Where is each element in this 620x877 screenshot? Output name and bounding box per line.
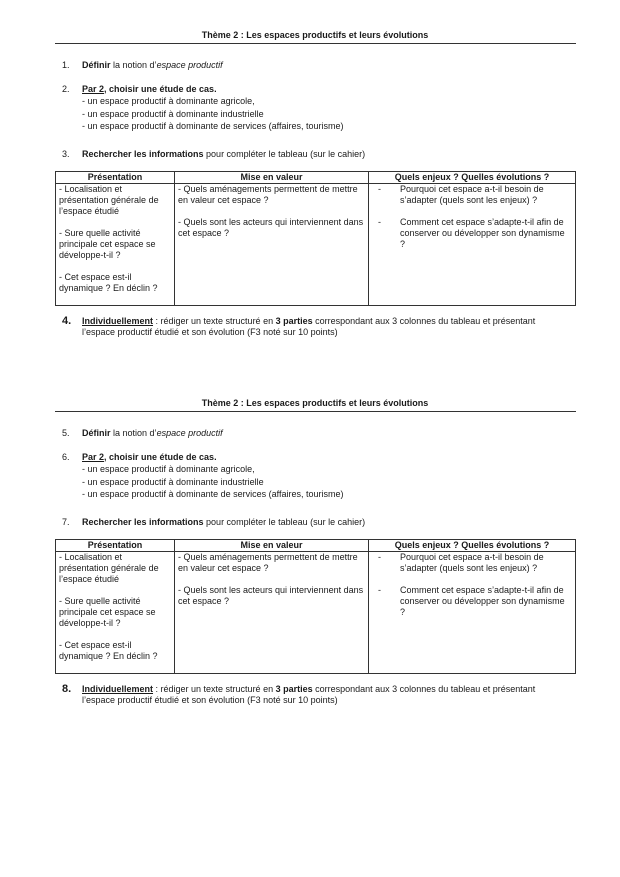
table-text: - Localisation et présentation générale de l’espace étudié (59, 552, 159, 584)
table-text: - Quels aménagements permettent de mettre en valeur cet espace ? (178, 184, 358, 205)
enjeux-cell (369, 184, 576, 306)
presentation-cell (56, 184, 175, 306)
presentation-cell (56, 552, 175, 674)
column-header: Mise en valeur (175, 172, 369, 184)
instruction-4: 4. Individuellement : rédiger un texte structuré en 3 parties correspondant aux 3 colonnes du tableau et présentant l’espace productif étudié et son évolution (F3 noté sur 10 points) (62, 315, 536, 337)
title-divider (55, 411, 576, 412)
worksheet-1 (0, 0, 620, 380)
study-table (55, 171, 576, 306)
worksheet-2 (0, 368, 620, 748)
list-item: - Comment cet espace s’adapte-t-il afin de conserver ou développer son dynamisme ? (378, 585, 565, 617)
case-option: - un espace productif à dominante agricole, (82, 464, 255, 474)
column-header: Quels enjeux ? Quelles évolutions ? (369, 540, 576, 552)
instruction-6: 6. Par 2, choisir une étude de cas. (62, 452, 217, 462)
table-text: - Localisation et présentation générale de l’espace étudié (59, 184, 159, 216)
table-text: - Cet espace est-il dynamique ? En déclin ? (59, 640, 158, 661)
column-header: Présentation (56, 540, 175, 552)
case-option: - un espace productif à dominante de services (affaires, tourisme) (82, 121, 344, 131)
instruction-5: 5. Définir la notion d’espace productif (62, 428, 223, 438)
instruction-7: 7. Rechercher les informations pour compléter le tableau (sur le cahier) (62, 517, 366, 527)
list-item: - Pourquoi cet espace a-t-il besoin de s’adapter (quels sont les enjeux) ? (378, 184, 544, 205)
column-header: Présentation (56, 172, 175, 184)
instruction-1: 1. Définir la notion d’espace productif (62, 60, 223, 70)
case-option: - un espace productif à dominante agricole, (82, 96, 255, 106)
case-option: - un espace productif à dominante industrielle (82, 109, 264, 119)
table-text: - Sure quelle activité principale cet espace se développe-t-il ? (59, 596, 156, 628)
table-text: - Quels aménagements permettent de mettre en valeur cet espace ? (178, 552, 358, 573)
column-header: Mise en valeur (175, 540, 369, 552)
table-text: - Quels sont les acteurs qui interviennent dans cet espace ? (178, 217, 364, 238)
study-table (55, 539, 576, 674)
table-text: - Quels sont les acteurs qui interviennent dans cet espace ? (178, 585, 364, 606)
case-option: - un espace productif à dominante industrielle (82, 477, 264, 487)
worksheet-title: Thème 2 : Les espaces productifs et leurs évolutions (201, 398, 429, 408)
mise-en-valeur-cell (175, 552, 369, 674)
case-option: - un espace productif à dominante de services (affaires, tourisme) (82, 489, 344, 499)
list-item: - Pourquoi cet espace a-t-il besoin de s’adapter (quels sont les enjeux) ? (378, 552, 544, 573)
mise-en-valeur-cell (175, 184, 369, 306)
instruction-3: 3. Rechercher les informations pour compléter le tableau (sur le cahier) (62, 149, 366, 159)
enjeux-cell (369, 552, 576, 674)
list-item: - Comment cet espace s’adapte-t-il afin de conserver ou développer son dynamisme ? (378, 217, 565, 249)
instruction-8: 8. Individuellement : rédiger un texte structuré en 3 parties correspondant aux 3 colonnes du tableau et présentant l’espace productif étudié et son évolution (F3 noté sur 10 points) (62, 683, 536, 705)
worksheet-title: Thème 2 : Les espaces productifs et leurs évolutions (201, 30, 429, 40)
instruction-2: 2. Par 2, choisir une étude de cas. (62, 84, 217, 94)
table-text: - Sure quelle activité principale cet espace se développe-t-il ? (59, 228, 156, 260)
table-text: - Cet espace est-il dynamique ? En déclin ? (59, 272, 158, 293)
column-header: Quels enjeux ? Quelles évolutions ? (369, 172, 576, 184)
title-divider (55, 43, 576, 44)
